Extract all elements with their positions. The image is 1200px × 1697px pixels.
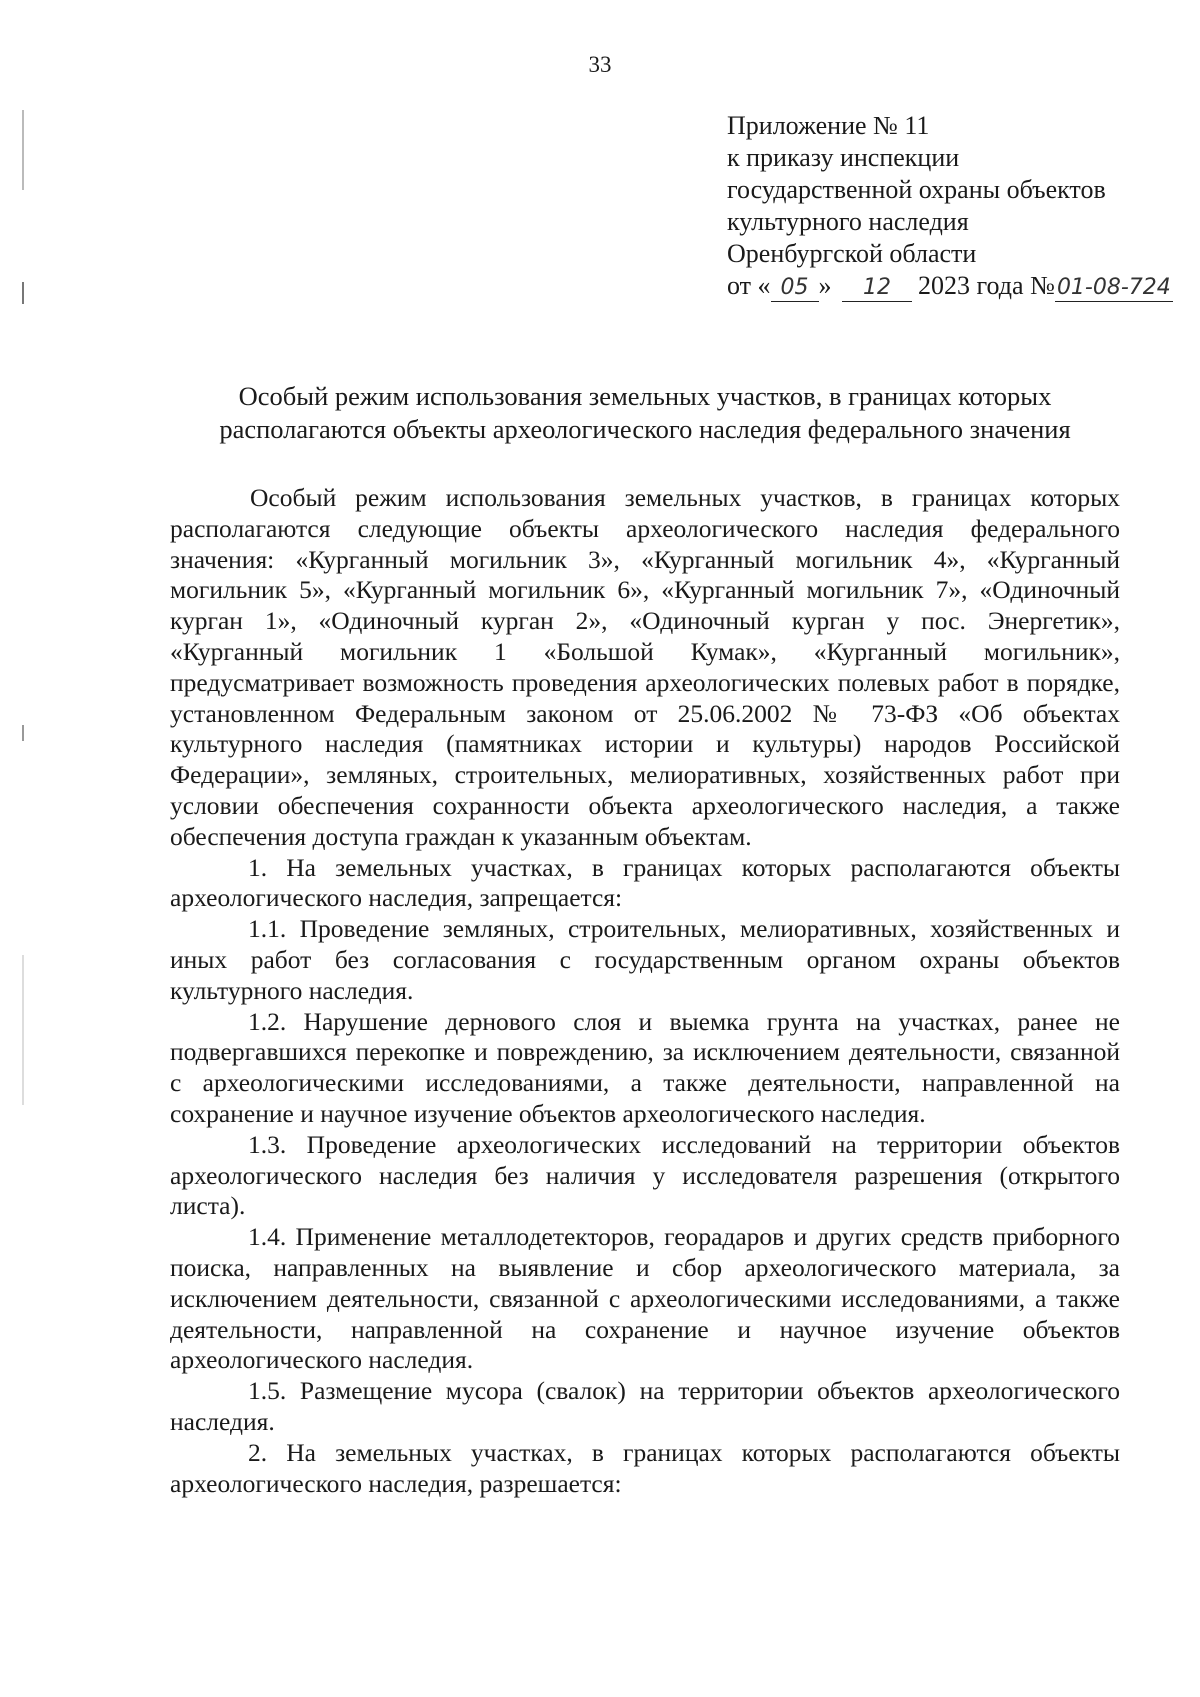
clause-1-2: 1.2. Нарушение дернового слоя и выемка грунта на участках, ранее не подвергавшихся перекопке и повреждению, за исключением деятельности, связанной с археологическими исследованиями, а также деятельности, направленной на сохранение и научное изучение объектов археологического наследия. xyxy=(170,1006,1120,1128)
date-prefix: от « xyxy=(727,271,771,300)
document-body xyxy=(170,483,1120,1499)
appendix-header xyxy=(727,110,1177,302)
order-date-line xyxy=(727,270,1177,302)
appendix-line: культурного наследия xyxy=(727,207,969,236)
clause-1-1: 1.1. Проведение земляных, строительных, мелиоративных, хозяйственных и иных работ без согласования с государственным органом охраны объектов культурного наследия. xyxy=(170,914,1120,1005)
appendix-line: Оренбургской области xyxy=(727,239,977,268)
clause-1-4: 1.4. Применение металлодетекторов, георадаров и других средств приборного поиска, направленных на выявление и сбор археологического материала, за исключением деятельности, связанной с археологическими исследованиями, а также деятельности, направленной на сохранение и научное изучение объектов археологического наследия. xyxy=(170,1222,1120,1375)
clause-1: 1. На земельных участках, в границах которых располагаются объекты археологического наследия, запрещается: xyxy=(170,852,1120,913)
clause-1-5: 1.5. Размещение мусора (свалок) на территории объектов археологического наследия. xyxy=(170,1376,1120,1436)
page-number: 33 xyxy=(588,52,612,77)
year-text: 2023 года № xyxy=(918,271,1055,300)
date-quote-close: » xyxy=(818,271,832,300)
scan-artifact xyxy=(22,282,24,304)
scan-artifact xyxy=(22,955,24,1105)
intro-paragraph: Особый режим использования земельных участков, в границах которых располагаются следующие объекты археологического наследия федерального значения: «Курганный могильник 3», «Курганный могильник 4», «Курганный могильник 5», «Курганный могильник 6», «Курганный могильник 7», «Одиночный курган 1», «Одиночный курган 2», «Одиночный курган у пос. Энергетик», «Курганный могильник 1 «Большой Кумак», «Курганный могильник», предусматривает возможность проведения археологических полевых работ в порядке, установленном Федеральным законом от 25.06.2002 № 73-ФЗ «Об объектах культурного наследия (памятниках истории и культуры) народов Российской Федерации», земляных, строительных, мелиоративных, хозяйственных работ при условии обеспечения сохранности объекта археологического наследия, а также обеспечения доступа граждан к указанным объектам. xyxy=(170,483,1120,851)
appendix-line: государственной охраны объектов xyxy=(727,175,1106,204)
appendix-title: Приложение № 11 xyxy=(727,111,930,140)
clause-2: 2. На земельных участках, в границах которых располагаются объекты археологического наследия, разрешается: xyxy=(170,1437,1120,1498)
handwritten-day: 05 xyxy=(771,275,819,302)
appendix-line: к приказу инспекции xyxy=(727,143,960,172)
handwritten-order-number: 01-08-724 xyxy=(1055,275,1173,302)
scan-artifact xyxy=(22,725,24,741)
scan-artifact xyxy=(22,110,24,190)
handwritten-month: 12 xyxy=(842,275,912,302)
document-title: Особый режим использования земельных участков, в границах которых располагаются объекты археологического наследия федерального значения xyxy=(219,381,1071,444)
clause-1-3: 1.3. Проведение археологических исследований на территории объектов археологического наследия без наличия у исследователя разрешения (открытого листа). xyxy=(170,1129,1120,1221)
